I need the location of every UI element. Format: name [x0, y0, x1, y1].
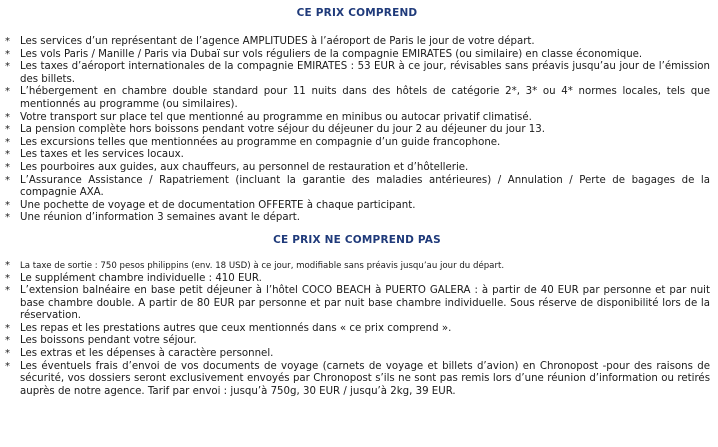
- list-item: [4, 335, 710, 348]
- bullet-icon: *: [5, 348, 10, 360]
- bullet-icon: *: [5, 360, 10, 372]
- list-item-text: Les boissons pendant votre séjour.: [20, 335, 197, 347]
- list-item: [4, 323, 710, 336]
- list-item: [4, 348, 710, 361]
- list-item-text: Les vols Paris / Manille / Paris via Dubaï sur vols réguliers de la compagnie EMIRATES (ou similaire) en classe économique.: [20, 48, 643, 60]
- list-item: [4, 124, 710, 137]
- list-item: [4, 285, 710, 323]
- list-item-text: Votre transport sur place tel que mentionné au programme en minibus ou autocar privatif climatisé.: [20, 111, 532, 123]
- list-item: [4, 175, 710, 200]
- list-item-text: Les repas et les prestations autres que ceux mentionnés dans « ce prix comprend ».: [20, 322, 452, 334]
- list-item-text: Les excursions telles que mentionnées au programme en compagnie d’un guide francophone.: [20, 136, 501, 148]
- list-item-text: Les taxes d’aéroport internationales de la compagnie EMIRATES : 53 EUR à ce jour, révisables sans préavis jusqu’au jour de l’émission des billets.: [20, 61, 710, 85]
- bullet-icon: *: [5, 124, 10, 136]
- bullet-icon: *: [5, 199, 10, 211]
- list-item-text: Le supplément chambre individuelle : 410 EUR.: [20, 272, 262, 284]
- bullet-icon: *: [5, 149, 10, 161]
- section-title-includes: CE PRIX COMPREND: [296, 7, 418, 19]
- bullet-icon: *: [5, 36, 10, 47]
- bullet-icon: *: [5, 86, 10, 98]
- bullet-icon: *: [5, 136, 10, 148]
- list-item: [4, 137, 710, 150]
- section-title-excludes: CE PRIX NE COMPREND PAS: [273, 233, 441, 246]
- list-item: [4, 149, 710, 162]
- bullet-icon: *: [5, 161, 10, 173]
- bullet-icon: *: [5, 335, 10, 347]
- list-item: [4, 361, 710, 399]
- list-item-text: Les éventuels frais d’envoi de vos documents de voyage (carnets de voyage et billets d’avion) en Chronopost -pour des raisons de sécurité, vos dossiers seront exclusivement envoyés par Chronopost s’ils ne sont pas remis lors d’une réunion d’information ou retirés auprès de notre agence. Tarif par envoi : jusqu’à 750g, 30 EUR / jusqu’à 2kg, 39 EUR.: [20, 360, 710, 397]
- bullet-icon: *: [5, 61, 10, 73]
- bullet-icon: *: [5, 212, 10, 224]
- list-item: [4, 200, 710, 213]
- list-item-text: La taxe de sortie : 750 pesos philippins (env. 18 USD) à ce jour, modifiable sans préavis jusqu’au jour du départ.: [20, 260, 505, 271]
- list-item: [4, 162, 710, 175]
- list-item-text: Une pochette de voyage et de documentation OFFERTE à chaque participant.: [20, 199, 416, 211]
- list-item: [4, 86, 710, 111]
- excludes-list: [4, 260, 710, 399]
- list-item-text: La pension complète hors boissons pendant votre séjour du déjeuner du jour 2 au déjeuner du jour 13.: [20, 124, 545, 136]
- bullet-icon: *: [5, 272, 10, 284]
- list-item-text: L’Assurance Assistance / Rapatriement (incluant la garantie des maladies antérieures) / Annulation / Perte de bagages de la compagnie AXA.: [20, 174, 710, 199]
- list-item: [4, 61, 710, 86]
- list-item-text: Une réunion d’information 3 semaines avant le départ.: [20, 212, 301, 224]
- list-item-text: Les taxes et les services locaux.: [20, 149, 184, 161]
- list-item-text: L’hébergement en chambre double standard pour 11 nuits dans des hôtels de catégorie 2*, 3* ou 4* normes locales, tels que mentionnés au programme (ou similaires).: [20, 86, 710, 110]
- list-item-text: Les pourboires aux guides, aux chauffeurs, au personnel de restauration et d’hôtellerie.: [20, 161, 469, 173]
- bullet-icon: *: [5, 322, 10, 334]
- bullet-icon: *: [5, 285, 10, 297]
- list-item: [4, 112, 710, 125]
- bullet-icon: *: [5, 259, 10, 271]
- list-item: [4, 36, 710, 49]
- bullet-icon: *: [5, 111, 10, 123]
- list-item: [4, 212, 710, 225]
- list-item-text: Les extras et les dépenses à caractère personnel.: [20, 348, 274, 360]
- bullet-icon: *: [5, 174, 10, 186]
- list-item: [4, 273, 710, 286]
- list-item-text: L’extension balnéaire en base petit déjeuner à l’hôtel COCO BEACH à PUERTO GALERA : à partir de 40 EUR par personne et par nuit base chambre double. A partir de 80 EUR par personne et par nuit base chambre individuelle. Sous réserve de disponibilité lors de la réservation.: [20, 285, 710, 322]
- bullet-icon: *: [5, 48, 10, 60]
- list-item: [4, 49, 710, 62]
- includes-list: [4, 36, 710, 225]
- list-item: [4, 260, 710, 273]
- list-item-text: Les services d’un représentant de l’agence AMPLITUDES à l’aéroport de Paris le jour de votre départ.: [20, 36, 535, 47]
